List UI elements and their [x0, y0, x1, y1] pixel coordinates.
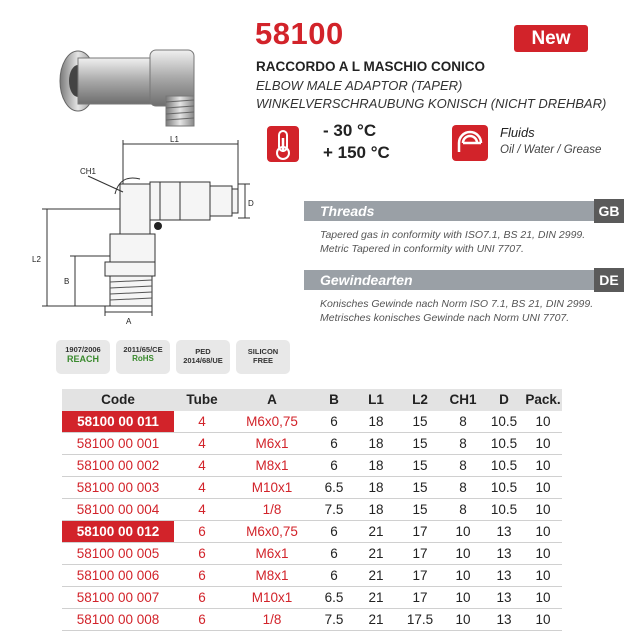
cell-l1: 21: [368, 590, 384, 605]
cell-a: M6x1: [255, 436, 289, 451]
cell-d: 13: [496, 524, 512, 539]
cert-silicon-bottom: FREE: [252, 356, 273, 365]
cell-a: M6x0,75: [246, 414, 298, 429]
cell-ch1: 8: [459, 502, 467, 517]
cert-reach-bottom: REACH: [66, 354, 99, 364]
cell-pack: 10: [535, 458, 551, 473]
cell-code: 58100 00 005: [76, 546, 160, 561]
cert-silicon-free: [236, 340, 290, 374]
cell-l1: 18: [368, 414, 384, 429]
cell-code: 58100 00 004: [76, 502, 160, 517]
cell-b: 7.5: [324, 502, 344, 517]
cell-l1: 21: [368, 546, 384, 561]
cell-l2: 15: [412, 436, 428, 451]
cell-code: 58100 00 011: [62, 411, 174, 432]
cell-d: 13: [496, 612, 512, 627]
fluids-list: Oil / Water / Grease: [500, 144, 602, 156]
cell-pack: 10: [535, 524, 551, 539]
cell-a: M6x0,75: [246, 524, 298, 539]
cell-l1: 18: [368, 502, 384, 517]
cell-d: 13: [496, 590, 512, 605]
cell-a: M10x1: [251, 480, 293, 495]
cell-code: 58100 00 008: [76, 612, 160, 627]
cell-l1: 21: [368, 524, 384, 539]
cell-d: 13: [496, 568, 512, 583]
table-row: [62, 565, 562, 587]
fluids-icon: [451, 124, 489, 162]
cell-l2: 17: [412, 546, 428, 561]
table-row: [62, 477, 562, 499]
cell-ch1: 10: [455, 612, 471, 627]
product-name-english: ELBOW MALE ADAPTOR (TAPER): [256, 78, 463, 93]
fluids-title: Fluids: [500, 125, 535, 140]
cell-b: 6: [330, 524, 338, 539]
cell-l1: 18: [368, 436, 384, 451]
cell-b: 6: [330, 414, 338, 429]
cell-l1: 21: [368, 612, 384, 627]
table-row: [62, 609, 562, 631]
cell-ch1: 10: [455, 524, 471, 539]
cert-ped: [176, 340, 230, 374]
cell-l1: 21: [368, 568, 384, 583]
header-pack: Pack.: [525, 392, 561, 407]
cell-b: 6.5: [324, 590, 344, 605]
label-D: D: [248, 199, 254, 208]
product-name-italian: RACCORDO A L MASCHIO CONICO: [256, 59, 485, 74]
label-CH1: CH1: [80, 167, 97, 176]
cell-b: 6: [330, 436, 338, 451]
gewinde-line-1: Konisches Gewinde nach Norm ISO 7.1, BS 21, DIN 2999.: [320, 298, 594, 310]
cell-l2: 15: [412, 414, 428, 429]
header-l2: L2: [412, 392, 428, 407]
cell-code: 58100 00 001: [76, 436, 160, 451]
table-row: [62, 433, 562, 455]
gewinde-header-bar: [304, 270, 594, 290]
cell-l2: 17: [412, 590, 428, 605]
cert-rohs-top: 2011/65/CE: [123, 345, 163, 354]
label-L1: L1: [170, 135, 179, 144]
cell-pack: 10: [535, 590, 551, 605]
cell-tube: 4: [198, 436, 206, 451]
cell-a: 1/8: [262, 502, 282, 517]
threads-line-2: Metric Tapered in conformity with UNI 7707.: [320, 243, 524, 255]
cell-b: 6.5: [324, 480, 344, 495]
cell-tube: 6: [198, 524, 206, 539]
cell-d: 10.5: [490, 436, 518, 451]
header-d: D: [499, 392, 509, 407]
gewinde-line-2: Metrisches konisches Gewinde nach Norm UNI 7707.: [320, 312, 570, 324]
cell-ch1: 8: [459, 480, 467, 495]
cell-a: M8x1: [255, 568, 289, 583]
header-a: A: [267, 392, 277, 407]
header-tube: Tube: [186, 392, 218, 407]
cell-pack: 10: [535, 480, 551, 495]
temperature-max: + 150 °C: [323, 143, 390, 162]
threads-header-bar: [304, 201, 594, 221]
cell-b: 7.5: [324, 612, 344, 627]
cell-tube: 4: [198, 480, 206, 495]
cell-ch1: 10: [455, 590, 471, 605]
cell-a: M6x1: [255, 546, 289, 561]
cell-ch1: 10: [455, 546, 471, 561]
cell-tube: 6: [198, 568, 206, 583]
cell-l1: 18: [368, 458, 384, 473]
cert-reach-top: 1907/2006: [65, 345, 101, 354]
threads-title: Threads: [320, 203, 375, 219]
cell-d: 10.5: [490, 458, 518, 473]
cell-tube: 4: [198, 502, 206, 517]
lang-tag-de: DE: [594, 268, 624, 292]
cell-ch1: 8: [459, 458, 467, 473]
cert-ped-top: PED: [195, 347, 211, 356]
cell-ch1: 8: [459, 414, 467, 429]
product-name-german: WINKELVERSCHRAUBUNG KONISCH (NICHT DREHBAR): [256, 96, 607, 111]
label-B: B: [64, 277, 70, 286]
thermometer-icon: [265, 124, 301, 164]
cell-d: 13: [496, 546, 512, 561]
cell-l2: 17: [412, 524, 428, 539]
cell-l2: 15: [412, 480, 428, 495]
cell-b: 6: [330, 568, 338, 583]
cell-pack: 10: [535, 502, 551, 517]
cell-pack: 10: [535, 568, 551, 583]
cell-tube: 4: [198, 458, 206, 473]
table-row: [62, 521, 562, 543]
cell-pack: 10: [535, 546, 551, 561]
cell-tube: 6: [198, 612, 206, 627]
product-photo: [40, 26, 230, 136]
cell-pack: 10: [535, 436, 551, 451]
cell-l2: 17: [412, 568, 428, 583]
lang-tag-gb: GB: [594, 199, 624, 223]
header-b: B: [329, 392, 339, 407]
cell-pack: 10: [535, 414, 551, 429]
cert-silicon-top: SILICON: [247, 347, 279, 356]
cert-reach: [56, 340, 110, 374]
label-A: A: [126, 317, 132, 326]
cell-code: 58100 00 007: [76, 590, 160, 605]
cert-rohs-bottom: RoHS: [132, 354, 154, 363]
cell-a: M8x1: [255, 458, 289, 473]
cell-l2: 15: [412, 502, 428, 517]
cell-a: 1/8: [262, 612, 282, 627]
temperature-min: - 30 °C: [323, 121, 377, 140]
gewinde-title: Gewindearten: [320, 272, 413, 288]
cell-code: 58100 00 003: [76, 480, 160, 495]
cell-ch1: 10: [455, 568, 471, 583]
cell-l1: 18: [368, 480, 384, 495]
cell-tube: 6: [198, 590, 206, 605]
technical-drawing: [20, 134, 260, 334]
product-code-title: 58100: [255, 16, 344, 51]
cell-b: 6: [330, 546, 338, 561]
cell-d: 10.5: [490, 502, 518, 517]
cell-code: 58100 00 002: [76, 458, 160, 473]
cell-d: 10.5: [490, 480, 518, 495]
cell-l2: 17.5: [406, 612, 434, 627]
cell-code: 58100 00 012: [62, 521, 174, 542]
table-row: [62, 411, 562, 433]
cell-d: 10.5: [490, 414, 518, 429]
cell-tube: 4: [198, 414, 206, 429]
cert-ped-bottom: 2014/68/UE: [183, 356, 223, 365]
cell-pack: 10: [535, 612, 551, 627]
cell-ch1: 8: [459, 436, 467, 451]
header-ch1: CH1: [449, 392, 477, 407]
table-header: [62, 389, 562, 411]
table-row: [62, 587, 562, 609]
table-row: [62, 543, 562, 565]
cert-rohs: [116, 340, 170, 374]
threads-line-1: Tapered gas in conformity with ISO7.1, BS 21, DIN 2999.: [320, 229, 586, 241]
header-code: Code: [101, 392, 135, 407]
cell-b: 6: [330, 458, 338, 473]
cell-l2: 15: [412, 458, 428, 473]
table-row: [62, 455, 562, 477]
cell-code: 58100 00 006: [76, 568, 160, 583]
header-l1: L1: [368, 392, 384, 407]
label-L2: L2: [32, 255, 41, 264]
cell-tube: 6: [198, 546, 206, 561]
new-badge: New: [514, 25, 588, 52]
table-row: [62, 499, 562, 521]
cell-a: M10x1: [251, 590, 293, 605]
